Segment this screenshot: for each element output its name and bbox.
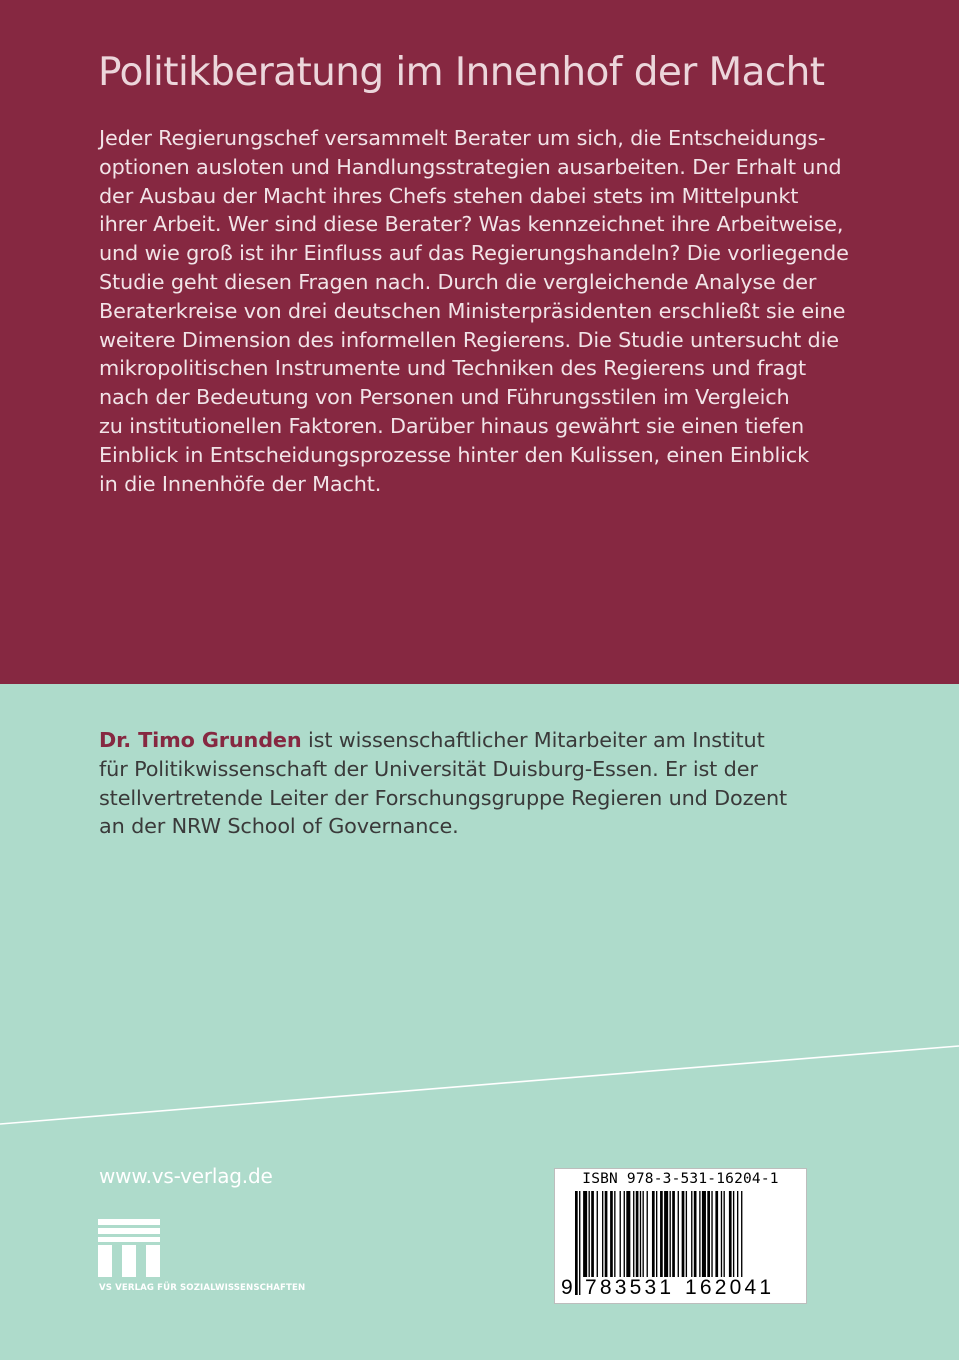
blurb-text: [99, 124, 889, 498]
bio-line: stellvertretende Leiter der Forschungsgruppe Regieren und Dozent: [99, 785, 788, 810]
blurb-line: in die Innenhöfe der Macht.: [99, 471, 382, 496]
barcode-bar: [711, 1191, 712, 1277]
barcode-bar: [699, 1191, 700, 1277]
barcode-bar: [664, 1191, 668, 1277]
book-title: Politikberatung im Innenhof der Macht: [98, 50, 825, 95]
barcode-bar: [694, 1191, 697, 1277]
barcode-left-digits: 783531: [585, 1276, 675, 1299]
barcode-bar: [733, 1191, 734, 1277]
blurb-line: ihrer Arbeit. Wer sind diese Berater? Was kennzeichnet ihre Arbeitweise,: [99, 212, 844, 237]
website-url[interactable]: www.vs-verlag.de: [99, 1164, 273, 1188]
blurb-line: Beraterkreise von drei deutschen Ministerpräsidenten erschließt sie eine: [99, 298, 846, 323]
barcode-bar: [614, 1191, 615, 1277]
barcode-bar: [702, 1191, 706, 1277]
barcode-bar: [652, 1191, 655, 1277]
barcode-bar: [729, 1191, 732, 1277]
barcode-bar: [583, 1191, 587, 1277]
barcode-bar: [715, 1191, 718, 1277]
barcode-bar: [643, 1191, 644, 1277]
bio-line: für Politikwissenschaft der Universität Duisburg-Essen. Er ist der: [99, 756, 758, 781]
barcode-bar: [670, 1191, 671, 1277]
blurb-line: nach der Bedeutung von Personen und Führungsstilen im Vergleich: [99, 385, 790, 410]
publisher-name: VS VERLAG FÜR SOZIALWISSENSCHAFTEN: [99, 1283, 306, 1293]
barcode-bar: [686, 1191, 687, 1277]
barcode-bar: [624, 1191, 625, 1277]
barcode-bar: [597, 1191, 598, 1277]
barcode-bar: [591, 1191, 594, 1277]
barcode-bar: [707, 1191, 710, 1277]
diagonal-divider-line: [0, 1040, 959, 1130]
barcode-bar: [626, 1191, 630, 1277]
barcode-bar: [672, 1191, 675, 1277]
barcode-right-digits: 162041: [685, 1276, 775, 1299]
barcode-bar: [647, 1191, 648, 1277]
blurb-line: Einblick in Entscheidungsprozesse hinter den Kulissen, einen Einblick: [99, 442, 809, 467]
bio-first-line-text: ist wissenschaftlicher Mitarbeiter am Institut: [301, 728, 765, 752]
barcode-bar: [656, 1191, 657, 1277]
isbn-barcode: [554, 1168, 807, 1304]
barcode-bar: [682, 1191, 685, 1277]
blurb-line: der Ausbau der Macht ihres Chefs stehen dabei stets im Mittelpunkt: [99, 183, 799, 208]
barcode-bar: [579, 1191, 580, 1295]
barcode-bar: [691, 1191, 692, 1277]
barcode-bar: [633, 1191, 634, 1277]
blurb-line: mikropolitischen Instrumente und Techniken des Regierens und fragt: [99, 356, 807, 381]
barcode-bar: [721, 1191, 722, 1277]
bio-line: [99, 726, 859, 755]
barcode-bar: [610, 1191, 613, 1277]
blurb-line: weitere Dimension des informellen Regierens. Die Studie untersucht die: [99, 327, 839, 352]
barcode-lead-digit: 9: [561, 1276, 573, 1299]
bio-line: an der NRW School of Governance.: [99, 814, 459, 839]
barcode-bar: [724, 1191, 725, 1277]
blurb-line: zu institutionellen Faktoren. Darüber hinaus gewährt sie einen tiefen: [99, 413, 804, 438]
barcode-bar: [605, 1191, 608, 1277]
barcode-bar: [620, 1191, 621, 1277]
author-bio: [99, 726, 859, 841]
blurb-line: Studie geht diesen Fragen nach. Durch die vergleichende Analyse der: [99, 269, 817, 294]
blurb-line: optionen ausloten und Handlungsstrategien ausarbeiten. Der Erhalt und: [99, 154, 842, 179]
isbn-label: ISBN 978-3-531-16204-1: [582, 1171, 779, 1187]
barcode-bar: [575, 1191, 578, 1295]
author-name: Dr. Timo Grunden: [99, 728, 302, 752]
blurb-line: und wie groß ist ihr Einfluss auf das Regierungshandeln? Die vorliegende: [99, 241, 849, 266]
barcode-bar: [737, 1191, 738, 1277]
barcode-bar: [589, 1191, 590, 1277]
barcode-bar: [636, 1191, 639, 1277]
barcode-bar: [602, 1191, 603, 1277]
barcode-bar: [640, 1191, 641, 1277]
vs-verlag-logo-icon: [98, 1219, 160, 1277]
barcode-bar: [678, 1191, 679, 1277]
blurb-line: Jeder Regierungschef versammelt Berater um sich, die Entscheidungs-: [99, 126, 826, 150]
